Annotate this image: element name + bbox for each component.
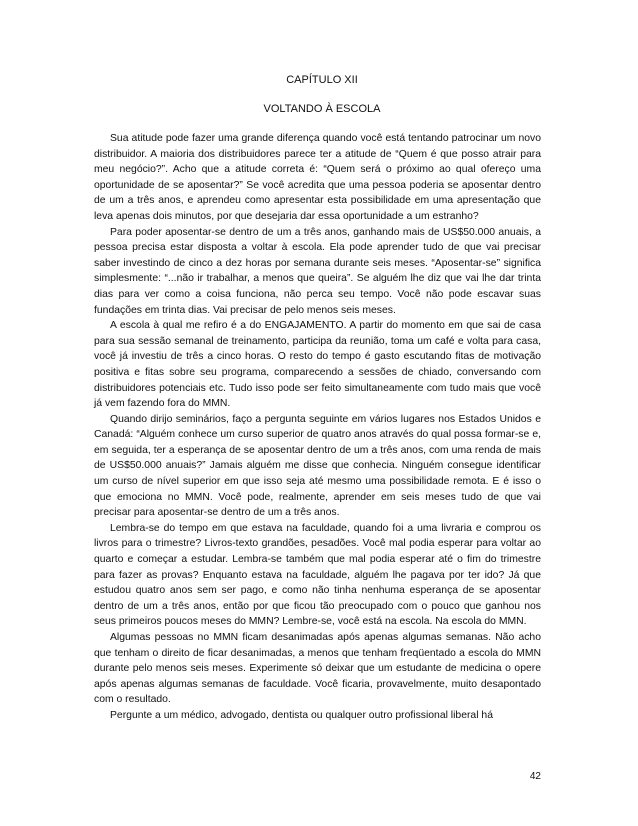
paragraph: Sua atitude pode fazer uma grande diferença quando você está tentando patrocinar um novo distribuidor. A maioria dos distribuidores parece ter a atitude de “Quem é que posso atrair para meu negócio?”. Acho que a atitude correta é: “Quem será o próximo ao qual ofereço uma oportunidade de se aposentar?” Se você acredita que uma pessoa poderia se aposentar dentro de um a três anos, e aprendeu como apresentar esta possibilidade em uma apresentação que leva apenas dois minutos, por que desejaria dar essa oportunidade a um estranho?: [94, 133, 541, 222]
paragraph: Quando dirijo seminários, faço a pergunta seguinte em vários lugares nos Estados Unidos e Canadá: “Alguém conhece um curso superior de quatro anos através do qual possa formar-se e, em seguida, ter a esperança de se aposentar dentro de um a três anos, com uma renda de mais de US$50.000 anuais?” Jamais alguém me disse que conhecia. Ninguém consegue identificar um curso de nível superior em que isso seja até mesmo uma possibilidade remota. E é isso o que emociona no MMN. Você pode, realmente, aprender em seis meses tudo de que vai precisar para aposentar-se dentro de um a três anos.: [94, 413, 541, 519]
paragraph: A escola à qual me refiro é a do ENGAJAMENTO. A partir do momento em que sai de casa para sua sessão semanal de treinamento, participa da reunião, toma um café e volta para casa, você já investiu de três a cinco horas. O resto do tempo é gasto escutando fitas de motivação positiva e fitas sobre seu programa, comparecendo a sessões de chiado, conversando com distribuidores potenciais etc. Tudo isso pode ser feito simultaneamente com tudo mais que você já vem fazendo fora do MMN.: [94, 320, 541, 410]
paragraph: Lembra-se do tempo em que estava na faculdade, quando foi a uma livraria e comprou os livros para o trimestre? Livros-texto grandões, pesadões. Você mal podia esperar para voltar ao quarto e começar a estudar. Lembra-se também que mal podia esperar até o fim do trimestre para fazer as provas? Enquanto estava na faculdade, alguém lhe pagava por ter ido? Já que estudou quatro anos sem ser pago, e como não tinha nenhuma esperança de se aposentar dentro de um a três anos, então por que ficou tão preocupado com o pouco que ganhou nos seus primeiros poucos meses do MMN? Lembre-se, você está na escola. Na escola do MMN.: [94, 522, 541, 628]
body-text: [94, 131, 541, 724]
chapter-title: CAPÍTULO XII: [286, 74, 358, 86]
paragraph: Algumas pessoas no MMN ficam desanimadas após apenas algumas semanas. Não acho que tenham o direito de ficar desanimadas, a menos que tenham freqüentado a escola do MMN durante pelo menos seis meses. Experimente só deixar que um estudante de medicina o opere após apenas algumas semanas de faculdade. Você ficaria, provavelmente, muito desapontado com o resultado.: [94, 632, 541, 706]
paragraph: Pergunte a um médico, advogado, dentista ou qualquer outro profissional liberal há: [110, 709, 493, 721]
page-number: 42: [529, 771, 541, 782]
paragraph: Para poder aposentar-se dentro de um a três anos, ganhando mais de US$50.000 anuais, a pessoa precisa estar disposta a voltar à escola. Ela pode aprender tudo de que vai precisar saber investindo de cinco a dez horas por semana durante seis meses. “Aposentar-se” significa simplesmente: “...não ir trabalhar, a menos que queira”. Se alguém lhe diz que vai lhe dar trinta dias para ver como a coisa funciona, não perca seu tempo. Você não pode escavar suas fundações em trinta dias. Vai precisar de pelo menos seis meses.: [94, 226, 541, 316]
section-title: VOLTANDO À ESCOLA: [263, 103, 381, 115]
